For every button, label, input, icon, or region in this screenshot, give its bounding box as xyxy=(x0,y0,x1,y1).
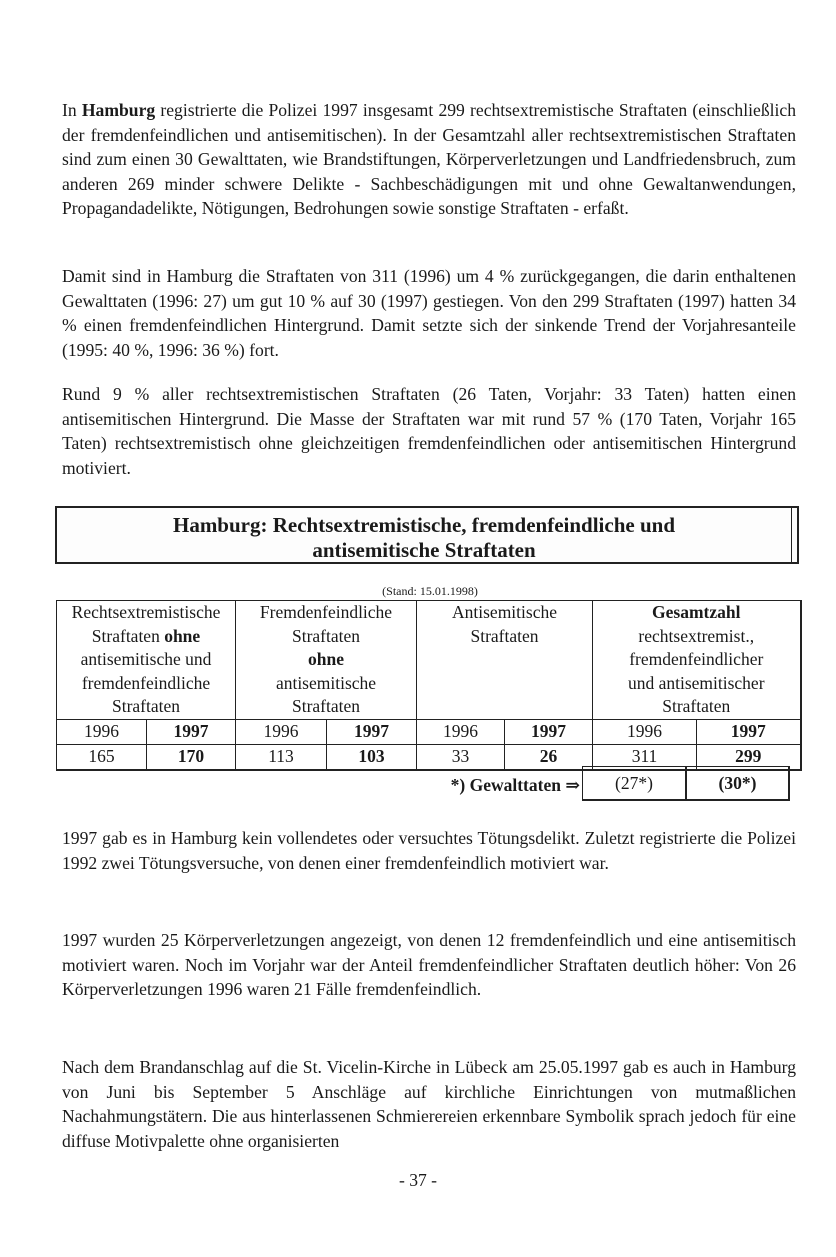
header-col1-line5: Straftaten xyxy=(111,696,181,716)
header-col4-line5: Straftaten xyxy=(662,696,731,716)
gewalttaten-1996: (27*) xyxy=(582,766,686,801)
year-cell: 1997 xyxy=(147,719,236,744)
year-cell: 1996 xyxy=(417,719,505,744)
intro-text: registrierte die Polizei 1997 insgesamt 299 rechtsextremistische Straftaten (einschließlich der fremdenfeindlichen und antisemitischen). In der Gesamtzahl aller rechtsextremistischen Straftaten sind zum einen 30 Gewalttaten, wie Brandstiftungen, Körperverletzungen und Landfriedensbruch, zum anderen 269 minder schwere Delikte - Sachbeschädigungen mit und ohne Gewaltanwendungen, Propagandadelikte, Nötigungen, Bedrohungen sowie sonstige Straftaten - erfaßt. xyxy=(62,100,796,219)
year-cell: 1996 xyxy=(593,719,697,744)
header-col1-line2-bold: ohne xyxy=(164,625,201,646)
year-cell: 1997 xyxy=(697,719,801,744)
table-heading-line2: antisemitische Straftaten xyxy=(312,538,536,562)
year-cell: 1996 xyxy=(236,719,327,744)
value-cell: 33 xyxy=(417,744,505,770)
header-col4-line4: und antisemitischer xyxy=(627,672,765,693)
header-col1-line3: antisemitische und xyxy=(80,649,212,669)
header-col2-line3: ohne xyxy=(308,649,344,669)
stand-date: (Stand: 15.01.1998) xyxy=(382,584,478,598)
city-name: Hamburg xyxy=(81,100,156,120)
paragraph-koerperverletzungen: 1997 wurden 25 Körperverletzungen angezeigt, von denen 12 fremdenfeindlich und eine antisemitisch motiviert waren. Noch im Vorjahr war der Anteil fremdenfeindlicher Straftaten deutlich höher: Von 26 Körperverletzungen 1996 waren 21 Fälle fremdenfeindlich. xyxy=(62,930,796,1000)
header-col4-line2: rechtsextremist., xyxy=(638,625,755,646)
value-cell: 299 xyxy=(697,744,801,770)
header-col2-line5: Straftaten xyxy=(291,696,361,716)
value-cell: 113 xyxy=(236,744,327,770)
header-gesamtzahl xyxy=(593,601,801,720)
value-cell: 103 xyxy=(327,744,417,770)
value-cell: 311 xyxy=(593,744,697,770)
year-cell: 1997 xyxy=(327,719,417,744)
value-cell: 26 xyxy=(505,744,593,770)
header-col1-line4: fremdenfeindliche xyxy=(81,672,211,693)
header-col1-line2-text: Straftaten xyxy=(91,625,165,646)
header-col3-line2: Straftaten xyxy=(470,625,539,646)
paragraph-toetungsdelikte: 1997 gab es in Hamburg kein vollendetes oder versuchtes Tötungsdelikt. Zuletzt registrierte die Polizei 1992 zwei Tötungsversuche, von denen einer fremdenfeindlich motiviert war. xyxy=(62,828,796,873)
page-number: - 37 - xyxy=(398,1170,438,1190)
header-col2-line1: Fremdenfeindliche xyxy=(259,602,393,622)
gewalttaten-1997: (30*) xyxy=(686,766,790,801)
table-heading-line1: Hamburg: Rechtsextremistische, fremdenfeindliche und xyxy=(172,513,675,537)
paragraph-brandanschlag: Nach dem Brandanschlag auf die St. Vicelin-Kirche in Lübeck am 25.05.1997 gab es auch in Hamburg von Juni bis September 5 Anschläge auf kirchliche Einrichtungen von mutmaßlichen Nachahmungstätern. Die aus hinterlassenen Schmierereien erkennbare Symbolik sprach jedoch für eine diffuse Motivpalette ohne organisierten xyxy=(62,1057,796,1151)
header-rechtsextremistisch xyxy=(57,601,236,720)
header-col4-line3: fremdenfeindlicher xyxy=(629,649,764,669)
header-col3-line1: Antisemitische xyxy=(452,602,557,622)
header-col2-line4: antisemitische xyxy=(275,672,377,693)
table-header-row xyxy=(57,601,801,720)
header-antisemitisch xyxy=(417,601,593,720)
table-year-row xyxy=(57,719,801,744)
paragraph-hamburg-intro xyxy=(62,98,796,221)
year-cell: 1996 xyxy=(57,719,147,744)
paragraph-trend: Damit sind in Hamburg die Straftaten von 311 (1996) um 4 % zurückgegangen, die darin enthaltenen Gewalttaten (1996: 27) um gut 10 % auf 30 (1997) gestiegen. Von den 299 Straftaten (1997) hatten 34 % einen fremdenfeindlichen Hintergrund. Damit setzte sich der sinkende Trend der Vorjahresanteile (1995: 40 %, 1996: 36 %) fort. xyxy=(62,266,796,360)
value-cell: 165 xyxy=(57,744,147,770)
table-heading-box xyxy=(55,506,799,564)
table-heading xyxy=(57,513,791,563)
value-cell: 170 xyxy=(147,744,236,770)
paragraph-antisemitic-share: Rund 9 % aller rechtsextremistischen Straftaten (26 Taten, Vorjahr: 33 Taten) hatten einen antisemitischen Hintergrund. Die Masse der Straftaten war mit rund 57 % (170 Taten, Vorjahr 165 Taten) rechtsextremistisch ohne gleichzeitigen fremdenfeindlichen oder antisemitischen Hintergrund motiviert. xyxy=(62,384,796,478)
header-col2-line2: Straftaten xyxy=(291,625,361,646)
year-cell: 1997 xyxy=(505,719,593,744)
statistics-table xyxy=(56,600,802,771)
header-col1-line1: Rechtsextremistische xyxy=(71,602,221,622)
header-col1-line2 xyxy=(57,625,235,649)
intro-lead: In xyxy=(62,100,82,120)
header-col4-line1: Gesamtzahl xyxy=(652,602,741,622)
header-fremdenfeindlich xyxy=(236,601,417,720)
gewalttaten-label: *) Gewalttaten ⇒ xyxy=(450,775,580,795)
